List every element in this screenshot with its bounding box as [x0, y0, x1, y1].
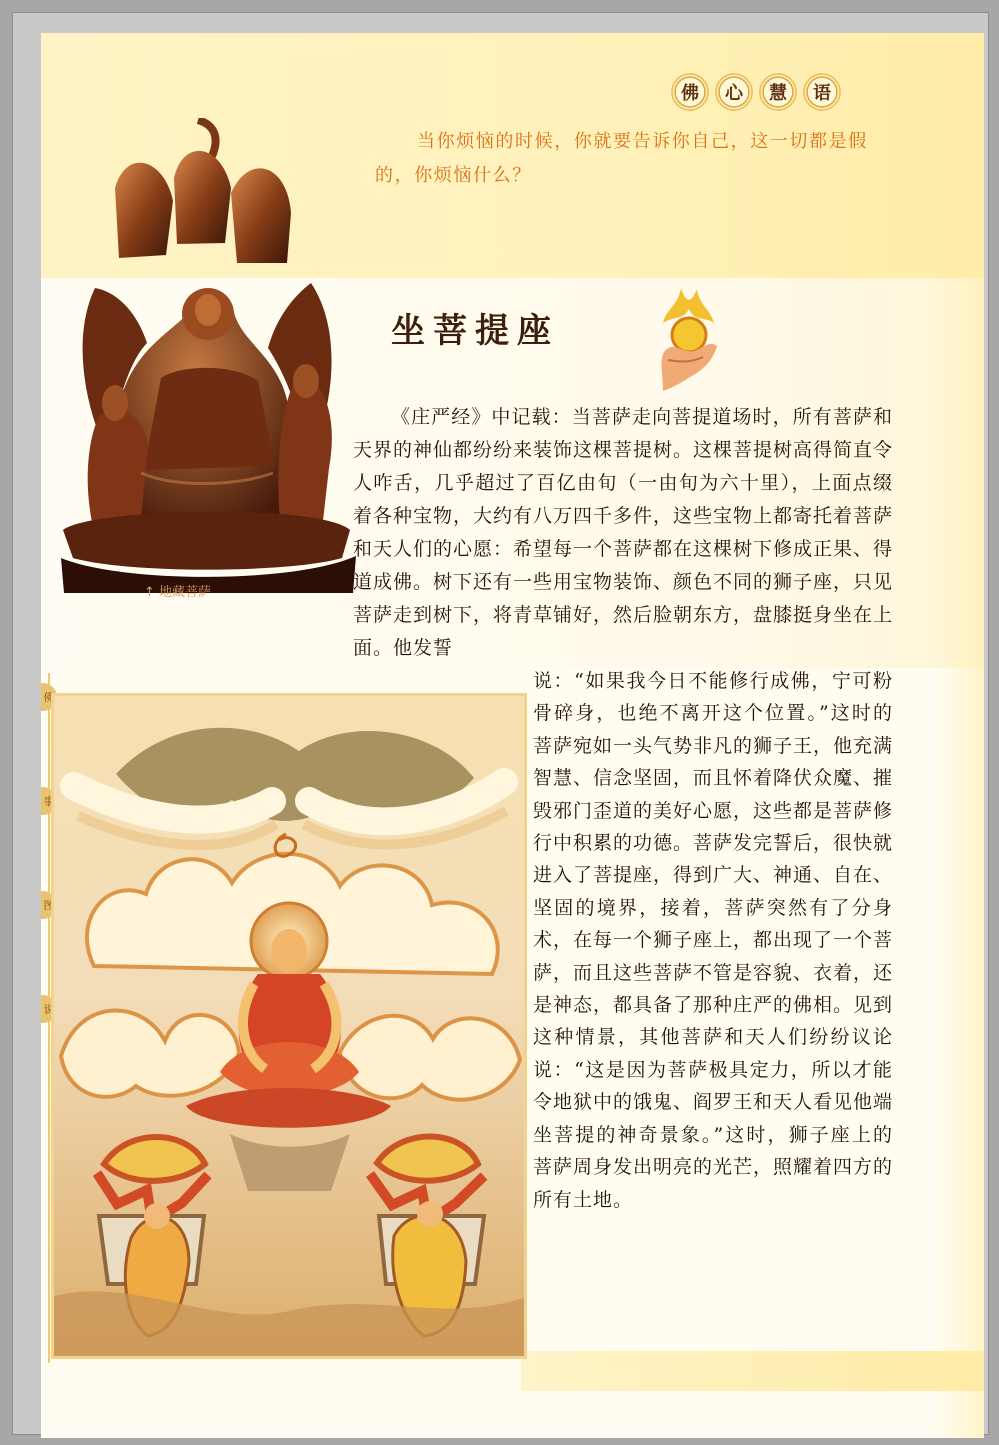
article-paragraph: 《庄严经》中记载：当菩萨走向菩提道场时，所有菩萨和天界的神仙都纷纷来装饰这棵菩提树。这棵菩提树高得简直令人咋舌，几乎超过了百亿由旬（一由旬为六十里），上面点缀着各种宝物，大约有八万四千多件，这些宝物上都寄托着菩萨和天人们的心愿：希望每一个菩萨都在这棵树下修成正果、得道成佛。树下还有一些用宝物装饰、颜色不同的狮子座，只见菩萨走到树下，将青草铺好，然后脸朝东方，盘膝挺身坐在上面。他发誓 [353, 406, 894, 659]
right-edge-tint [934, 33, 984, 1438]
article-paragraph-wide [353, 401, 893, 665]
bottom-color-band [521, 1351, 984, 1391]
series-char: 慧 [761, 75, 795, 109]
series-char: 心 [717, 75, 751, 109]
margin-tab: 图 [41, 891, 57, 919]
series-char: 佛 [673, 75, 707, 109]
bodhisattva-painting-image [51, 693, 527, 1359]
header-quote: 当你烦恼的时候，你就要告诉你自己，这一切都是假的，你烦恼什么？ [375, 131, 868, 186]
series-header [673, 75, 865, 113]
series-char: 语 [805, 75, 839, 109]
article-title: 坐菩提座 [391, 311, 559, 351]
lotus-hand-icon [647, 285, 731, 395]
article-paragraph-continuation: 说：“如果我今日不能修行成佛，宁可粉骨碎身，也绝不离开这个位置。”这时的菩萨宛如一头气势非凡的狮子王，他充满智慧、信念坚固，而且怀着降伏众魔、摧毁邪门歪道的美好心愿，这些都是菩萨修行中积累的功德。菩萨发完誓后，很快就进入了菩提座，得到广大、神通、自在、坚固的境界，接着，菩萨突然有了分身术，在每一个狮子座上，都出现了一个菩萨，而且这些菩萨不管是容貌、衣着，还是神态，都具备了那种庄严的佛相。见到这种情景，其他菩萨和天人们纷纷议论说：“这是因为菩萨极具定力，所以才能令地狱中的饿鬼、阎罗王和天人看见他端坐菩提的神奇景象。”这时，狮子座上的菩萨周身发出明亮的光芒，照耀着四方的所有土地。 [533, 670, 894, 1211]
document-page [41, 33, 984, 1438]
margin-tab: 说 [41, 995, 57, 1023]
page-frame [12, 12, 989, 1435]
statue-caption: ↑ 地藏菩萨 [144, 585, 212, 600]
ksitigarbha-statue-image [61, 118, 356, 593]
article-paragraph-narrow [533, 665, 893, 1216]
margin-tab: 佛 [41, 683, 57, 711]
margin-tab: 事 [41, 787, 57, 815]
